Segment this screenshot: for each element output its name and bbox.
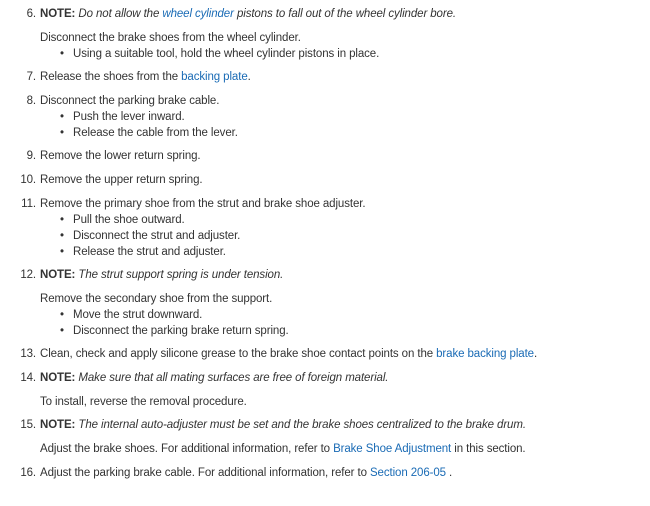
step-text: Remove the lower return spring. — [40, 150, 201, 162]
step-15-subtext: Adjust the brake shoes. For additional information, refer to Brake Shoe Adjustment in this section. — [40, 443, 526, 455]
step-text: Remove the primary shoe from the strut and brake shoe adjuster. — [40, 198, 366, 210]
note-text: Make sure that all mating surfaces are free of foreign material. — [78, 372, 389, 384]
step-number: 7. — [26, 71, 36, 83]
bullet-icon: • — [60, 309, 64, 321]
step-number: 12. — [20, 269, 36, 281]
bullet-icon: • — [60, 127, 64, 139]
note-text-post: pistons to fall out of the wheel cylinder bore. — [233, 8, 456, 20]
bullet-icon: • — [60, 48, 64, 60]
step-text — [40, 371, 388, 386]
step-text: Clean, check and apply silicone grease to the brake shoe contact points on the brake backing plate. — [40, 348, 538, 360]
step-number: 14. — [20, 372, 36, 384]
note-text: The strut support spring is under tension. — [78, 269, 284, 281]
procedure-document: 6. NOTE: Do not allow the wheel cylinder pistons to fall out of the wheel cylinder bore. Disconnect the brake shoes from the wheel cylinder. • Using a suitable tool, hold the wheel cylinder pistons in place. 7. Release the shoes from the backing plate. 8. Disconnect the parking brake cable. • Push the lever inward. • Release the cable from the lever. 9. Remove the lower return spring. 10. Remove the upper return spring. 11. Remove the primary shoe from the strut and brake shoe adjuster. • Pull the shoe outward. • Disconnect the strut and adjuster. • Release the strut and adjuster. 12. NOTE: The strut support spring is under tension. Remove the secondary shoe from the support. • Move the strut downward. • Disconnect the parking brake return spring. 13. Clean, check and apply silicone grease to the brake shoe contact points on the brake backing plate. 14. NOTE: Make sure that all mating surfaces are free of foreign material. To install, reverse the removal procedure. 15. NOTE: The internal auto-adjuster must be set and the brake shoes centralized to the brake drum. Adjust the brake shoes. For additional information, refer to Brake Shoe Adjustment in this section. 16. Adjust the parking brake cable. For additional information, refer to Section 206-05 . — [0, 0, 650, 506]
note-text-pre: Do not allow the — [78, 8, 163, 20]
step-text: Remove the upper return spring. — [40, 174, 203, 186]
brake-shoe-adjustment-link[interactable]: Brake Shoe Adjustment — [333, 443, 452, 455]
step-text — [40, 7, 456, 22]
note-label: NOTE: — [40, 372, 76, 384]
step-number: 8. — [26, 95, 36, 107]
bullet-icon: • — [60, 214, 64, 226]
bullet-icon: • — [60, 246, 64, 258]
note-label: NOTE: — [40, 419, 76, 431]
step-text — [40, 418, 526, 433]
brake-backing-plate-link[interactable]: brake backing plate — [436, 348, 534, 360]
note-label: NOTE: — [40, 269, 76, 281]
step-14-subtext: To install, reverse the removal procedure. — [40, 396, 247, 408]
step-number: 16. — [20, 467, 36, 479]
step-text: Disconnect the parking brake cable. — [40, 95, 220, 107]
note-label: NOTE: — [40, 8, 76, 20]
bullet-icon: • — [60, 325, 64, 337]
step-12-subtext: Remove the secondary shoe from the support. — [40, 293, 273, 305]
step-text: Release the shoes from the backing plate. — [40, 71, 251, 83]
step-text — [40, 268, 283, 283]
step-6-subtext: Disconnect the brake shoes from the wheel cylinder. — [40, 32, 301, 44]
step-number: 10. — [20, 174, 36, 186]
note-text: The internal auto-adjuster must be set and the brake shoes centralized to the brake drum. — [78, 419, 526, 431]
step-text: Adjust the parking brake cable. For additional information, refer to Section 206-05 . — [40, 467, 453, 479]
section-206-05-link[interactable]: Section 206-05 — [369, 467, 446, 479]
step-number: 11. — [21, 198, 36, 210]
step-number: 6. — [26, 8, 36, 20]
bullet-icon: • — [60, 111, 64, 123]
step-number: 15. — [20, 419, 36, 431]
bullet-icon: • — [60, 230, 64, 242]
step-number: 9. — [26, 150, 36, 162]
wheel-cylinder-link[interactable]: wheel cylinder — [162, 8, 234, 20]
backing-plate-link[interactable]: backing plate — [181, 71, 248, 83]
step-number: 13. — [20, 348, 36, 360]
